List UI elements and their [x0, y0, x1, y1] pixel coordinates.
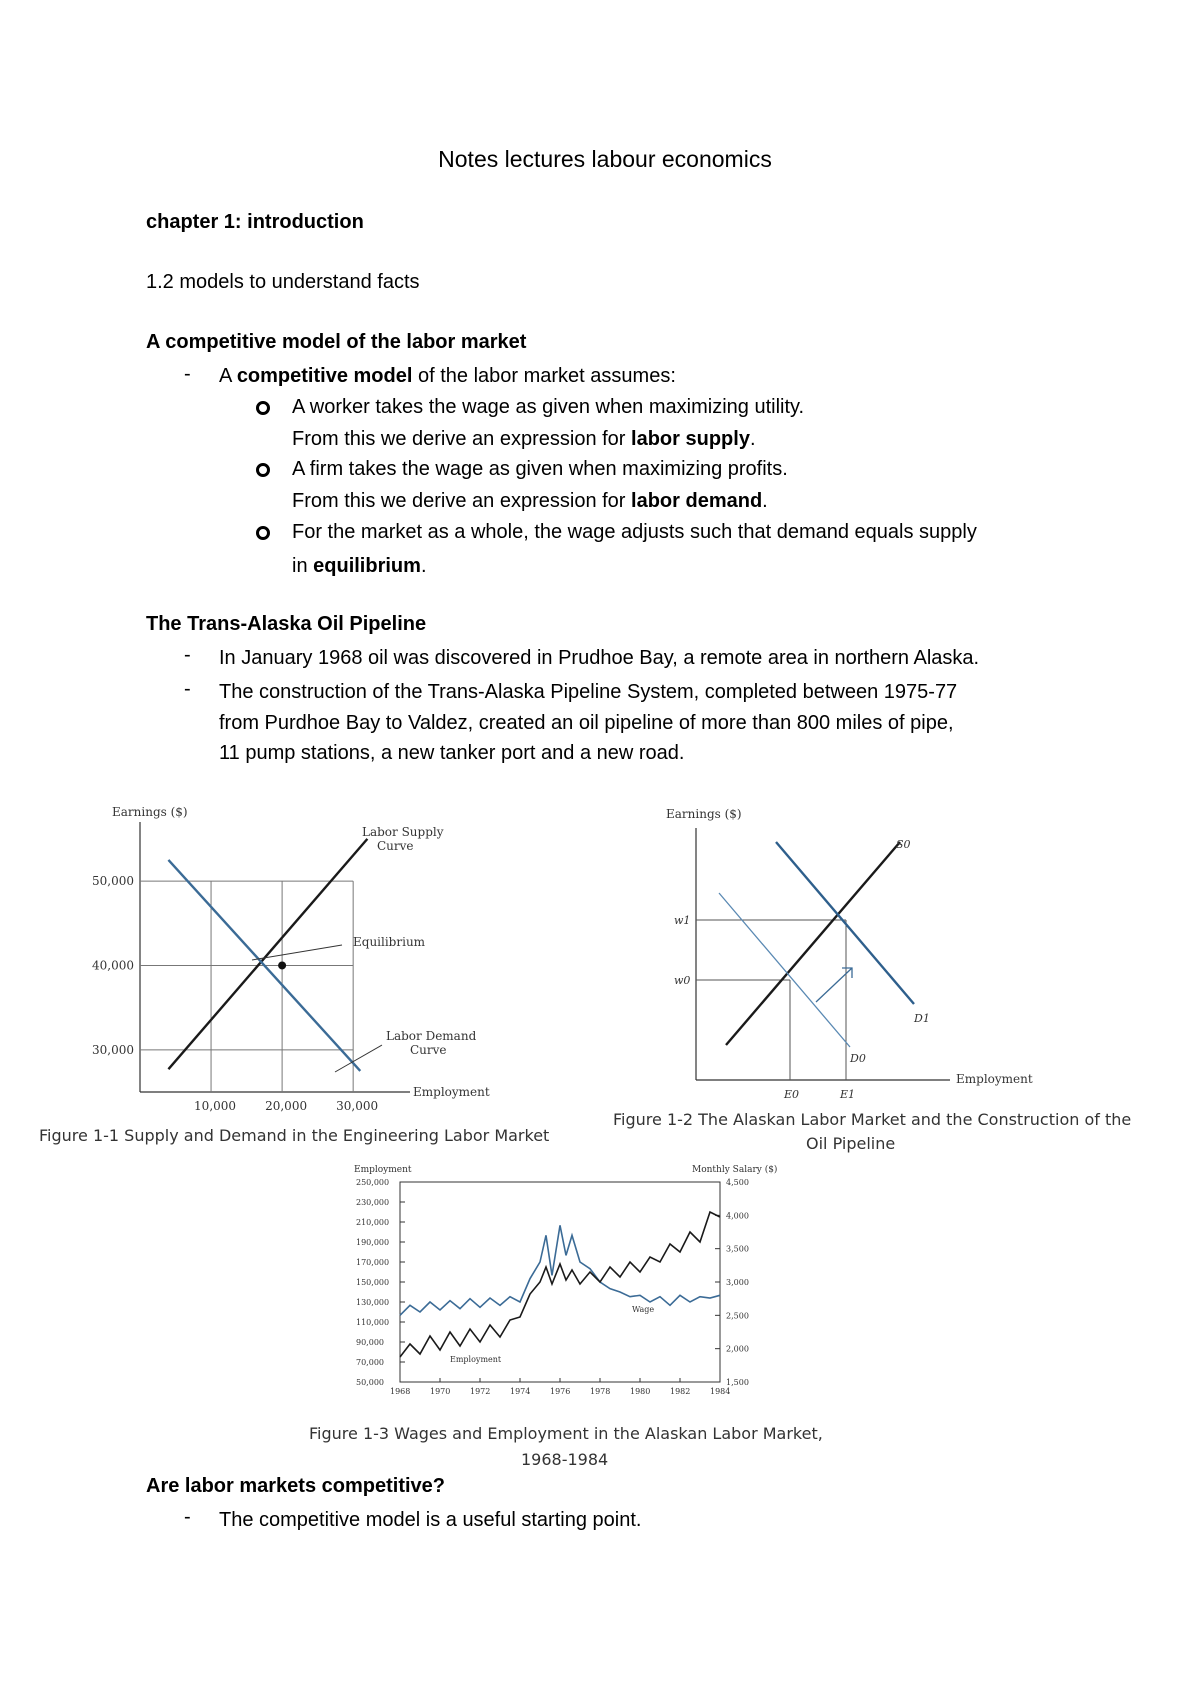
pipeline-bullet-2-line3: 11 pump stations, a new tanker port and a new road.: [219, 742, 685, 764]
fig3-x-tick-label: 1984: [710, 1387, 731, 1396]
fig3-left-tick-label: 50,000: [356, 1378, 384, 1387]
fig3-x-tick-label: 1974: [510, 1387, 531, 1396]
fig1-y-tick: 50,000: [92, 874, 134, 889]
fig3-left-tick-label: 130,000: [356, 1298, 390, 1307]
figure-1-3-caption-line2: 1968-1984: [521, 1450, 609, 1469]
fig1-x-tick: 30,000: [336, 1099, 379, 1113]
fig1-x-tick: 20,000: [265, 1099, 308, 1113]
fig1-x-tick: 10,000: [194, 1099, 237, 1113]
fig3-plot-frame: [400, 1182, 720, 1382]
supply-curve-s0: [726, 842, 900, 1045]
fig3-x-tick-label: 1972: [470, 1387, 491, 1396]
sub-bullet-icon: [256, 401, 270, 415]
employment-series-line: [400, 1212, 720, 1357]
fig3-right-tick-label: 4,500: [726, 1178, 749, 1187]
fig2-ylabel: Earnings ($): [666, 807, 742, 821]
sub-bullet-firm-2: From this we derive an expression for labor demand.: [292, 490, 768, 512]
sub-bullet-market-2: in equilibrium.: [292, 555, 427, 577]
fig3-right-tick-label: 4,000: [726, 1211, 749, 1221]
sub-bullet-worker: A worker takes the wage as given when maximizing utility.: [292, 396, 805, 418]
fig2-w1-tick: w1: [674, 914, 691, 927]
fig3-right-tick-label: 3,000: [726, 1278, 749, 1287]
sub-bullet-icon: [256, 463, 270, 477]
fig3-right-tick-label: 3,500: [726, 1244, 749, 1254]
competitive-model-bullet: A competitive model of the labor market assumes:: [219, 365, 676, 387]
fig1-eq-label: Equilibrium: [353, 935, 426, 949]
fig3-x-tick-label: 1976: [550, 1387, 571, 1396]
demand-curve-d1: [776, 842, 914, 1004]
sub-bullet-firm: A firm takes the wage as given when maximizing profits.: [292, 458, 788, 480]
wage-series-line: [400, 1225, 720, 1315]
fig1-eq-pointer: [252, 945, 342, 960]
equilibrium-point: [278, 961, 286, 969]
fig3-left-tick-label: 90,000: [356, 1338, 384, 1347]
fig3-x-tick-label: 1970: [430, 1387, 451, 1396]
fig1-supply-label-2: Curve: [377, 839, 414, 853]
fig3-right-tick-label: 1,500: [726, 1378, 749, 1387]
competitive-model-heading: A competitive model of the labor market: [146, 331, 527, 353]
fig3-x-tick-label: 1978: [590, 1387, 611, 1396]
pipeline-heading: The Trans-Alaska Oil Pipeline: [146, 613, 427, 635]
chapter-heading: chapter 1: introduction: [146, 211, 364, 233]
figure-1-1-chart: [90, 800, 590, 1118]
pipeline-bullet-2-line1: The construction of the Trans-Alaska Pipeline System, completed between 1975-77: [219, 681, 958, 703]
fig1-supply-label: Labor Supply: [362, 825, 444, 839]
fig3-employment-label: Employment: [450, 1355, 502, 1364]
fig2-e1-tick: E1: [840, 1088, 856, 1101]
shift-arrow: [816, 968, 852, 1002]
fig3-x-tick-label: 1980: [630, 1387, 651, 1396]
bullet-dash: -: [184, 678, 191, 700]
figure-1-2-caption-line1: Figure 1-2 The Alaskan Labor Market and the Construction of the: [613, 1110, 1132, 1129]
competitive-question-bullet: The competitive model is a useful starting point.: [219, 1509, 642, 1531]
figure-1-2-caption-line2: Oil Pipeline: [806, 1134, 896, 1153]
fig3-left-tick-label: 190,000: [356, 1238, 390, 1247]
fig3-y2label: Monthly Salary ($): [692, 1165, 778, 1175]
fig2-w0-tick: w0: [674, 974, 691, 987]
sub-bullet-market: For the market as a whole, the wage adjusts such that demand equals supply: [292, 521, 977, 543]
labor-supply-line: [168, 839, 367, 1069]
bullet-dash: -: [184, 1506, 191, 1528]
bullet-dash: -: [184, 363, 191, 385]
fig3-right-tick-label: 2,000: [726, 1344, 749, 1354]
fig1-ylabel: Earnings ($): [112, 805, 188, 819]
fig3-left-tick-label: 210,000: [356, 1218, 390, 1227]
fig3-left-tick-label: 70,000: [356, 1358, 384, 1367]
sub-bullet-icon: [256, 526, 270, 540]
fig1-demand-label: Labor Demand: [386, 1029, 477, 1043]
demand-curve-d0: [719, 893, 850, 1047]
fig3-wage-label: Wage: [632, 1305, 655, 1314]
fig2-d0-label: D0: [850, 1052, 866, 1065]
fig3-left-tick-label: 110,000: [356, 1318, 390, 1327]
figure-1-3-caption-line1: Figure 1-3 Wages and Employment in the Alaskan Labor Market,: [309, 1424, 823, 1443]
fig1-y-tick: 40,000: [92, 958, 134, 973]
fig3-x-tick-label: 1968: [390, 1387, 411, 1396]
fig3-left-tick-label: 250,000: [356, 1178, 390, 1187]
fig1-demand-label-2: Curve: [410, 1043, 447, 1057]
section-heading: 1.2 models to understand facts: [146, 271, 420, 293]
fig3-right-tick-label: 2,500: [726, 1311, 749, 1321]
fig3-ylabel: Employment: [354, 1165, 412, 1175]
fig3-left-tick-label: 150,000: [356, 1278, 390, 1287]
fig2-xlabel: Employment: [956, 1072, 1033, 1086]
figure-1-3-chart: [340, 1160, 780, 1410]
fig2-d1-label: D1: [914, 1012, 930, 1025]
pipeline-bullet-1: In January 1968 oil was discovered in Prudhoe Bay, a remote area in northern Alaska.: [219, 647, 980, 669]
page-title: Notes lectures labour economics: [438, 146, 772, 172]
competitive-question-heading: Are labor markets competitive?: [146, 1475, 445, 1497]
fig1-xlabel: Employment: [413, 1085, 490, 1099]
fig2-s0-label: S0: [896, 838, 911, 851]
figure-1-1-caption: Figure 1-1 Supply and Demand in the Engineering Labor Market: [39, 1126, 550, 1145]
pipeline-bullet-2-line2: from Purdhoe Bay to Valdez, created an oil pipeline of more than 800 miles of pipe,: [219, 712, 954, 734]
sub-bullet-worker-2: From this we derive an expression for labor supply.: [292, 428, 756, 450]
fig3-left-tick-label: 170,000: [356, 1258, 390, 1267]
fig2-e0-tick: E0: [784, 1088, 800, 1101]
fig3-left-tick-label: 230,000: [356, 1198, 390, 1207]
bullet-dash: -: [184, 644, 191, 666]
figure-1-2-chart: [660, 800, 1040, 1108]
fig3-x-tick-label: 1982: [670, 1387, 691, 1396]
fig1-y-tick: 30,000: [92, 1042, 134, 1057]
